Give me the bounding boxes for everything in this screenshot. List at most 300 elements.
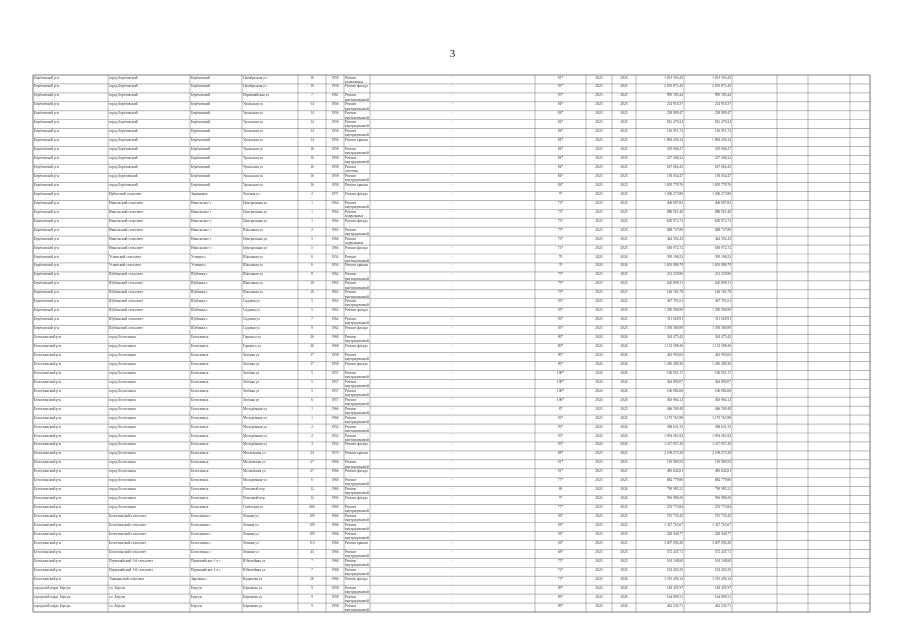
- cell-start: 2024: [595, 388, 603, 393]
- cell-district: Берёзовский р-н: [34, 254, 59, 259]
- cell-settlement: Берсун: [191, 603, 202, 608]
- cell-funding: 442 545,71: [714, 603, 731, 608]
- cell-settlement: Берсун: [191, 594, 202, 599]
- cell-funding: 485 642,01: [714, 469, 731, 474]
- cell-year: 1962: [331, 272, 339, 277]
- cell-settlement: Белоглинск: [191, 344, 209, 348]
- cell-settlement: Белоглинск: [191, 424, 209, 429]
- cell-cost: 1 395 580,99: [664, 326, 683, 331]
- cell-district: Берёзовский р-н: [34, 290, 59, 295]
- cell-house: 12: [310, 496, 314, 501]
- cell-dash: -: [451, 442, 454, 447]
- cell-year: 1952: [331, 442, 339, 447]
- cell-cost: 936 986,50: [666, 496, 683, 501]
- cell-wear: 93*: [557, 308, 564, 313]
- cell-start: 2023: [595, 93, 603, 98]
- cell-wear: 56*: [557, 540, 564, 545]
- cell-cost: 367 791,61: [666, 299, 683, 304]
- cell-funding: 880 951,40: [714, 209, 731, 214]
- cell-settlement: Берёзовский: [191, 84, 211, 89]
- cell-municipality: город Белоглинск: [109, 335, 136, 340]
- cell-house: 43: [310, 549, 314, 554]
- cell-district: Белоглинский р-н: [34, 344, 62, 348]
- cell-end: 2025: [620, 290, 628, 295]
- cell-cost: 2 635 871,45: [664, 84, 683, 89]
- cell-district: Берёзовский р-н: [34, 75, 59, 80]
- cell-start: 2023: [595, 227, 603, 232]
- cell-funding: 3 607 096,28: [712, 540, 731, 545]
- cell-dash: -: [451, 478, 454, 483]
- cell-start: 2023: [595, 406, 603, 411]
- cell-work: Ремонт подвальных: [345, 209, 364, 218]
- cell-year: 1960: [331, 487, 339, 492]
- cell-cost: 406 697,83: [666, 200, 683, 205]
- cell-year: 1958: [331, 75, 339, 80]
- cell-funding: 156 951,72: [714, 129, 731, 134]
- cell-wear: 73*: [557, 200, 564, 205]
- cell-cost: 462 894,07: [666, 379, 683, 384]
- cell-start: 2023: [595, 245, 603, 250]
- cell-cost: 214 918,37: [666, 102, 683, 107]
- cell-start: 2023: [595, 415, 603, 420]
- cell-house: 109: [309, 531, 315, 536]
- cell-end: 2025: [620, 326, 628, 331]
- cell-cost: 463 964,12: [666, 397, 683, 402]
- cell-year: 1956: [331, 138, 339, 143]
- cell-house: 16: [310, 75, 314, 80]
- cell-cost: 790 985,21: [666, 487, 683, 492]
- cell-house: 17: [310, 361, 314, 366]
- cell-settlement: Успенка с: [191, 263, 206, 268]
- cell-year: 1956: [331, 120, 339, 125]
- cell-wear: 73*: [557, 245, 564, 250]
- cell-start: 2023: [595, 478, 603, 483]
- cell-work: Ремонт внутридомовой: [345, 102, 369, 111]
- cell-street: Школьная ул: [243, 290, 263, 295]
- cell-municipality: город Белоглинск: [109, 451, 136, 456]
- cell-house: 6: [311, 397, 313, 402]
- cell-settlement: Берёзовский: [191, 156, 211, 161]
- cell-municipality: город Берёзовский: [109, 84, 138, 89]
- cell-settlement: Шубинка с: [191, 272, 208, 277]
- cell-wear: 93*: [557, 84, 564, 89]
- cell-dash: -: [451, 138, 454, 143]
- cell-start: 2023: [595, 173, 603, 178]
- cell-start: 2023: [595, 147, 603, 152]
- cell-municipality: город Белоглинск: [109, 397, 136, 402]
- cell-start: 2024: [595, 335, 603, 340]
- cell-wear: 84*: [557, 129, 564, 134]
- cell-start: 2023: [595, 299, 603, 304]
- cell-funding: 1 395 580,99: [712, 308, 731, 313]
- cell-street: Молодёжная ул: [243, 442, 267, 447]
- cell-street: Школьная ул: [243, 281, 263, 286]
- cell-street: Октябрьская ул: [243, 75, 267, 80]
- cell-dash: -: [451, 102, 454, 107]
- cell-cost: 1 315 494,14: [664, 576, 683, 581]
- cell-district: Берёзовский р-н: [34, 138, 59, 143]
- cell-cost: 1 410 280,30: [664, 361, 683, 366]
- cell-work: Ремонт внутридомовой: [345, 585, 369, 594]
- cell-work: Ремонт внутридомовой: [345, 120, 369, 129]
- cell-house: 1: [311, 415, 313, 420]
- cell-start: 2024: [595, 379, 603, 384]
- cell-settlement: Белоглинск: [191, 379, 209, 384]
- cell-cost: 3 607 096,28: [664, 540, 683, 545]
- cell-end: 2025: [620, 236, 628, 241]
- cell-work: Ремонт подвальных: [345, 75, 364, 84]
- cell-district: Белоглинский р-н: [34, 424, 62, 429]
- cell-start: 2024: [595, 585, 603, 590]
- cell-funding: 149 291,97: [714, 585, 731, 590]
- cell-wear: 70: [558, 263, 563, 268]
- cell-wear: 68*: [557, 549, 564, 554]
- cell-district: Белоглинский р-н: [34, 505, 62, 510]
- cell-district: Белоглинский р-н: [34, 388, 62, 393]
- cell-end: 2026: [620, 585, 628, 590]
- cell-year: 1966: [331, 549, 339, 554]
- cell-house: 5: [311, 299, 313, 304]
- cell-year: 1956: [331, 129, 339, 134]
- cell-dash: -: [451, 173, 454, 178]
- cell-settlement: Берёзовский: [191, 102, 211, 107]
- cell-district: городской округ Берсун: [34, 603, 71, 608]
- cell-work: Ремонт внутридомовой: [345, 531, 369, 540]
- cell-street: Почтовый пер: [243, 487, 265, 492]
- cell-start: 2023: [595, 549, 603, 554]
- cell-district: Берёзовский р-н: [34, 299, 59, 304]
- cell-wear: 80*: [557, 352, 564, 357]
- cell-municipality: город Белоглинск: [109, 442, 136, 447]
- cell-wear: 73*: [557, 227, 564, 232]
- cell-end: 2025: [620, 415, 628, 420]
- cell-settlement: Берёзовский: [191, 129, 211, 134]
- cell-work: Ремонт фасада: [345, 84, 368, 89]
- cell-district: Берёзовский р-н: [34, 200, 59, 205]
- cell-house: 26: [310, 576, 314, 581]
- cell-cost: 227 368,22: [666, 156, 683, 161]
- cell-funding: 368 621,33: [714, 424, 731, 429]
- cell-work: Ремонт внутридомовой: [345, 424, 369, 433]
- cell-cost: 228 940,77: [666, 531, 683, 536]
- cell-year: 1958: [331, 182, 339, 187]
- cell-municipality: город Берёзовский: [109, 147, 138, 152]
- cell-start: 2024: [595, 344, 603, 348]
- cell-start: 2023: [595, 567, 603, 572]
- cell-year: 1966: [331, 514, 339, 519]
- cell-end: 2025: [620, 299, 628, 304]
- cell-dash: -: [451, 209, 454, 214]
- cell-street: Зелёная ул: [243, 370, 260, 375]
- cell-street: Московская ул: [243, 460, 266, 465]
- cell-cost: 164 809,31: [666, 594, 683, 599]
- cell-work: Ремонт внутридомовой: [345, 514, 369, 522]
- cell-house: 16: [310, 173, 314, 178]
- cell-settlement: Шубинка с: [191, 299, 208, 304]
- cell-district: Берёзовский р-н: [34, 173, 59, 178]
- cell-end: 2026: [620, 352, 628, 357]
- cell-start: 2023: [595, 182, 603, 187]
- cell-cost: 163 348,60: [666, 558, 683, 563]
- cell-municipality: город Белоглинск: [109, 478, 136, 483]
- cell-municipality: Белоглинский сельсовет: [109, 514, 147, 519]
- cell-street: Уральская ул: [243, 165, 263, 169]
- cell-funding: 102 403,35: [714, 567, 731, 572]
- cell-start: 2024: [595, 263, 603, 268]
- cell-house: 16: [310, 182, 314, 187]
- cell-funding: 227 368,22: [714, 156, 731, 161]
- cell-end: 2025: [620, 147, 628, 152]
- cell-street: Горького ул: [243, 335, 261, 340]
- cell-cost: 150 034,47: [666, 173, 683, 178]
- cell-wear: 84*: [557, 120, 564, 125]
- cell-municipality: Никольский сельсовет: [109, 245, 144, 250]
- cell-dash: -: [451, 397, 454, 402]
- cell-funding: 466 509,48: [714, 406, 731, 411]
- cell-funding: 146 181,70: [714, 290, 731, 295]
- cell-funding: 444 392,43: [714, 236, 731, 241]
- cell-start: 2023: [595, 451, 603, 456]
- cell-wear: 81*: [557, 75, 564, 80]
- cell-end: 2025: [620, 173, 628, 178]
- cell-wear: 56*: [557, 514, 564, 519]
- cell-district: Берёзовский р-н: [34, 156, 59, 161]
- cell-house: 5: [311, 370, 313, 375]
- cell-wear: 84*: [557, 182, 564, 187]
- cell-street: Школьная ул: [243, 254, 263, 259]
- cell-municipality: Никольский сельсовет: [109, 200, 144, 205]
- cell-funding: 637 664,43: [714, 165, 731, 169]
- cell-work: Ремонт фасада: [345, 576, 368, 581]
- cell-district: Берёзовский р-н: [34, 129, 59, 134]
- cell-start: 2023: [595, 191, 603, 196]
- cell-year: 1958: [331, 361, 339, 366]
- cell-end: 2026: [620, 335, 628, 340]
- cell-settlement: Белоглинск: [191, 469, 209, 474]
- cell-street: Зелёная ул: [243, 388, 260, 393]
- cell-house: 14: [310, 111, 314, 116]
- cell-street: Кадашева ул: [243, 576, 263, 581]
- cell-dash: -: [451, 514, 454, 519]
- cell-funding: 1 884 256,14: [712, 138, 731, 143]
- cell-cost: 372 447,71: [666, 549, 683, 554]
- cell-funding: 164 809,31: [714, 594, 731, 599]
- cell-wear: 75*: [557, 558, 564, 563]
- cell-settlement: Никольское с: [191, 236, 212, 241]
- cell-municipality: город Берёзовский: [109, 173, 138, 178]
- cell-dash: -: [451, 326, 454, 331]
- cell-funding: 1 395 580,99: [712, 326, 731, 331]
- cell-year: 1958: [331, 585, 339, 590]
- cell-work: Ремонт внутридомовой: [345, 272, 369, 281]
- cell-municipality: Шубинский сельсовет: [109, 308, 144, 313]
- cell-wear: 77*: [557, 505, 564, 510]
- cell-year: 1958: [331, 156, 339, 161]
- cell-start: 2024: [595, 424, 603, 429]
- cell-district: Белоглинский р-н: [34, 576, 62, 581]
- cell-year: 1957: [331, 397, 339, 402]
- cell-work: Ремонт фасада: [345, 191, 368, 196]
- cell-end: 2025: [620, 129, 628, 134]
- cell-wear: 56*: [557, 523, 564, 527]
- cell-wear: 100*: [556, 397, 565, 402]
- cell-cost: 443 993,63: [666, 352, 683, 357]
- cell-funding: 2 635 871,45: [712, 84, 731, 89]
- cell-cost: 1 653 886,79: [664, 263, 683, 268]
- cell-funding: 253 773,84: [714, 505, 731, 510]
- cell-district: Берёзовский р-н: [34, 209, 59, 214]
- cell-house: 6: [311, 478, 313, 483]
- cell-cost: 150 969,53: [666, 460, 683, 465]
- cell-end: 2026: [620, 370, 628, 375]
- cell-end: 2026: [620, 576, 628, 581]
- cell-municipality: город Берёзовский: [109, 138, 138, 143]
- cell-start: 2023: [595, 111, 603, 116]
- cell-work: Ремонт внутридомовой: [345, 352, 369, 361]
- cell-municipality: Шубинский сельсовет: [109, 272, 144, 277]
- cell-wear: 84*: [557, 156, 564, 161]
- cell-settlement: Первомайское 1-е с: [191, 567, 221, 572]
- cell-district: Белоглинский р-н: [34, 540, 62, 545]
- cell-year: 1966: [331, 460, 339, 465]
- cell-start: 2024: [595, 433, 603, 438]
- cell-end: 2025: [620, 182, 628, 187]
- cell-wear: 84*: [557, 111, 564, 116]
- cell-municipality: город Берёзовский: [109, 75, 138, 80]
- cell-work: Ремонт внутридомовой: [345, 173, 369, 182]
- cell-municipality: Первомайский 1-й сельсовет: [109, 567, 153, 572]
- cell-district: Белоглинский р-н: [34, 487, 62, 492]
- cell-start: 2024: [595, 442, 603, 447]
- cell-house: 5: [311, 379, 313, 384]
- cell-end: 2025: [620, 218, 628, 223]
- cell-start: 2023: [595, 540, 603, 545]
- cell-house: 16: [310, 165, 314, 169]
- cell-house: 24: [310, 451, 314, 456]
- cell-work: Ремонт внутридомовой: [345, 147, 369, 156]
- cell-start: 2023: [595, 156, 603, 161]
- cell-district: Берёзовский р-н: [34, 120, 59, 125]
- cell-street: Уральская ул: [243, 156, 263, 161]
- cell-district: Берёзовский р-н: [34, 84, 59, 89]
- cell-district: Белоглинский р-н: [34, 370, 62, 375]
- cell-funding: 406 697,83: [714, 200, 731, 205]
- cell-wear: 89*: [557, 603, 564, 608]
- cell-dash: -: [451, 317, 454, 322]
- cell-district: Белоглинский р-н: [34, 469, 62, 474]
- cell-settlement: Никольское с: [191, 200, 212, 205]
- cell-funding: 1 315 494,14: [712, 576, 731, 581]
- cell-wear: 93*: [557, 424, 564, 429]
- cell-work: Ремонт внутридомовой: [345, 487, 369, 496]
- cell-house: 9: [311, 585, 313, 590]
- cell-municipality: город Белоглинск: [109, 469, 136, 474]
- cell-street: Уральская ул: [243, 102, 263, 107]
- cell-dash: -: [451, 460, 454, 465]
- cell-dash: -: [451, 549, 454, 554]
- cell-year: 1970: [331, 451, 339, 456]
- cell-district: Белоглинский р-н: [34, 442, 62, 447]
- cell-work: Ремонт внутридомовой: [345, 379, 369, 388]
- cell-district: Белоглинский р-н: [34, 352, 62, 357]
- cell-year: 1962: [331, 317, 339, 322]
- cell-district: Белоглинский р-н: [34, 361, 62, 366]
- cell-street: Советская ул: [243, 505, 263, 510]
- cell-settlement: Берёзовский: [191, 93, 211, 98]
- cell-municipality: Успенский сельсовет: [109, 254, 142, 259]
- cell-start: 2023: [595, 531, 603, 536]
- cell-funding: 620 869,11: [714, 281, 731, 286]
- cell-street: Уральская ул: [243, 120, 263, 125]
- cell-start: 2023: [595, 120, 603, 125]
- cell-funding: 841 479,24: [714, 120, 731, 125]
- cell-dash: -: [451, 236, 454, 241]
- cell-cost: 319 606,27: [666, 147, 683, 152]
- cell-start: 2024: [595, 487, 603, 492]
- cell-start: 2024: [595, 496, 603, 501]
- cell-end: 2026: [620, 361, 628, 366]
- cell-house: 5: [311, 245, 313, 250]
- cell-cost: 442 545,71: [666, 603, 683, 608]
- cell-district: Белоглинский р-н: [34, 433, 62, 438]
- cell-district: Берёзовский р-н: [34, 272, 59, 277]
- cell-wear: 100*: [556, 370, 565, 375]
- cell-year: 1966: [331, 576, 339, 581]
- cell-house: 27: [310, 460, 314, 465]
- cell-start: 2023: [595, 200, 603, 205]
- cell-year: 1966: [331, 469, 339, 474]
- cell-district: Берёзовский р-н: [34, 93, 59, 98]
- cell-house: 7: [311, 317, 313, 322]
- cell-settlement: Шубинка с: [191, 326, 208, 331]
- cell-work: Ремонт внутридомовой: [345, 335, 369, 343]
- cell-year: 1966: [331, 236, 339, 241]
- cell-dash: -: [451, 165, 454, 169]
- cell-wear: 80*: [557, 361, 564, 366]
- cell-cost: 146 181,70: [666, 290, 683, 295]
- cell-work: Ремонт фасада: [345, 218, 368, 223]
- cell-funding: 936 986,50: [714, 496, 731, 501]
- cell-year: 1958: [331, 173, 339, 178]
- cell-street: Уральская ул: [243, 111, 263, 116]
- cell-dash: -: [451, 415, 454, 420]
- cell-dash: -: [451, 424, 454, 429]
- cell-dash: -: [451, 558, 454, 563]
- cell-district: Белоглинский р-н: [34, 335, 62, 340]
- cell-municipality: Успенский сельсовет: [109, 263, 142, 268]
- cell-funding: 214 918,37: [714, 102, 731, 107]
- cell-year: 1964: [331, 200, 339, 205]
- cell-end: 2025: [620, 567, 628, 572]
- cell-cost: 1 296 373,80: [664, 191, 683, 196]
- cell-district: Берёзовский р-н: [34, 102, 59, 107]
- cell-funding: 462 894,07: [714, 379, 731, 384]
- cell-dash: -: [451, 567, 454, 572]
- cell-dash: -: [451, 308, 454, 313]
- cell-wear: 100*: [556, 379, 565, 384]
- cell-municipality: город Белоглинск: [109, 406, 136, 411]
- cell-end: 2025: [620, 460, 628, 465]
- cell-year: 1963: [331, 290, 339, 295]
- cell-cost: 444 392,43: [666, 236, 683, 241]
- cell-funding: 367 791,61: [714, 299, 731, 304]
- cell-settlement: Белоглинск: [191, 496, 209, 501]
- cell-start: 2023: [595, 218, 603, 223]
- cell-street: Первомайская ул: [243, 93, 270, 98]
- cell-year: 1968: [331, 567, 339, 572]
- cell-municipality: город Берёзовский: [109, 102, 138, 107]
- cell-start: 2023: [595, 308, 603, 313]
